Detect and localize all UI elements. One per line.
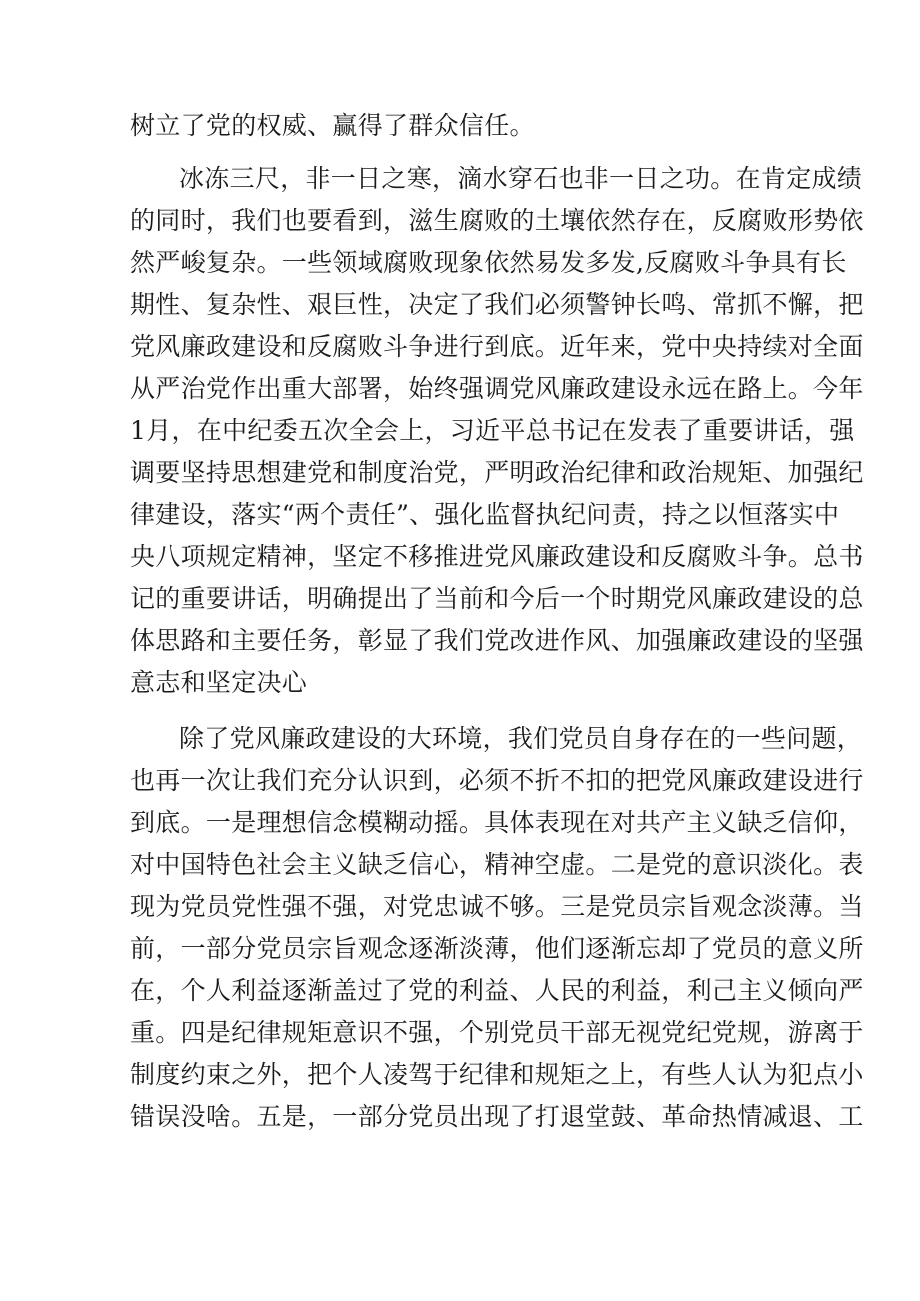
- paragraph-2-line-2: 的同时，我们也要看到，滋生腐败的土壤依然存在，反腐败形势依: [130, 206, 864, 235]
- paragraph-2-line-5: 党风廉政建设和反腐败斗争进行到底。近年来，党中央持续对全面: [130, 332, 864, 361]
- paragraph-2-line-7: 1月，在中纪委五次全会上，习近平总书记在发表了重要讲话，强: [130, 416, 855, 445]
- paragraph-1-line-1: 树立了党的权威、赢得了群众信任。: [130, 111, 535, 140]
- paragraph-2-line-12: 体思路和主要任务，彰显了我们党改进作风、加强廉政建设的坚强: [130, 626, 864, 655]
- paragraph-2-line-9: 律建设，落实“两个责任”、强化监督执纪问责，持之以恒落实中: [130, 500, 840, 529]
- paragraph-3-line-4: 对中国特色社会主义缺乏信心，精神空虚。二是党的意识淡化。表: [130, 850, 864, 879]
- paragraph-3-line-5: 现为党员党性强不强，对党忠诚不够。三是党员宗旨观念淡薄。当: [130, 892, 864, 921]
- paragraph-2-line-6: 从严治党作出重大部署，始终强调党风廉政建设永远在路上。今年: [130, 374, 864, 403]
- paragraph-3-line-10: 错误没啥。五是，一部分党员出现了打退堂鼓、革命热情减退、工: [130, 1102, 864, 1131]
- paragraph-2-line-10: 央八项规定精神，坚定不移推进党风廉政建设和反腐败斗争。总书: [130, 542, 864, 571]
- paragraph-3-line-7: 在，个人利益逐渐盖过了党的利益、人民的利益，利己主义倾向严: [130, 976, 864, 1005]
- paragraph-3-line-9: 制度约束之外，把个人凌驾于纪律和规矩之上，有些人认为犯点小: [130, 1060, 864, 1089]
- paragraph-3-line-6: 前，一部分党员宗旨观念逐渐淡薄，他们逐渐忘却了党员的意义所: [130, 934, 864, 963]
- paragraph-3-line-3: 到底。一是理想信念模糊动摇。具体表现在对共产主义缺乏信仰，: [130, 808, 864, 837]
- paragraph-2-line-13: 意志和坚定决心: [130, 668, 308, 697]
- paragraph-3-line-8: 重。四是纪律规矩意识不强，个别党员干部无视党纪党规，游离于: [130, 1018, 864, 1047]
- paragraph-2-line-1: 冰冻三尺，非一日之寒，滴水穿石也非一日之功。在肯定成绩: [179, 164, 863, 193]
- paragraph-2-line-8: 调要坚持思想建党和制度治党，严明政治纪律和政治规矩、加强纪: [130, 458, 864, 487]
- paragraph-2-line-3: 然严峻复杂。一些领域腐败现象依然易发多发,反腐败斗争具有长: [130, 248, 847, 277]
- paragraph-2-line-4: 期性、复杂性、艰巨性，决定了我们必须警钟长鸣、常抓不懈，把: [130, 290, 864, 319]
- paragraph-3-line-1: 除了党风廉政建设的大环境，我们党员自身存在的一些问题，: [179, 724, 863, 753]
- paragraph-2-line-11: 记的重要讲话，明确提出了当前和今后一个时期党风廉政建设的总: [130, 584, 864, 613]
- paragraph-3-line-2: 也再一次让我们充分认识到，必须不折不扣的把党风廉政建设进行: [130, 766, 864, 795]
